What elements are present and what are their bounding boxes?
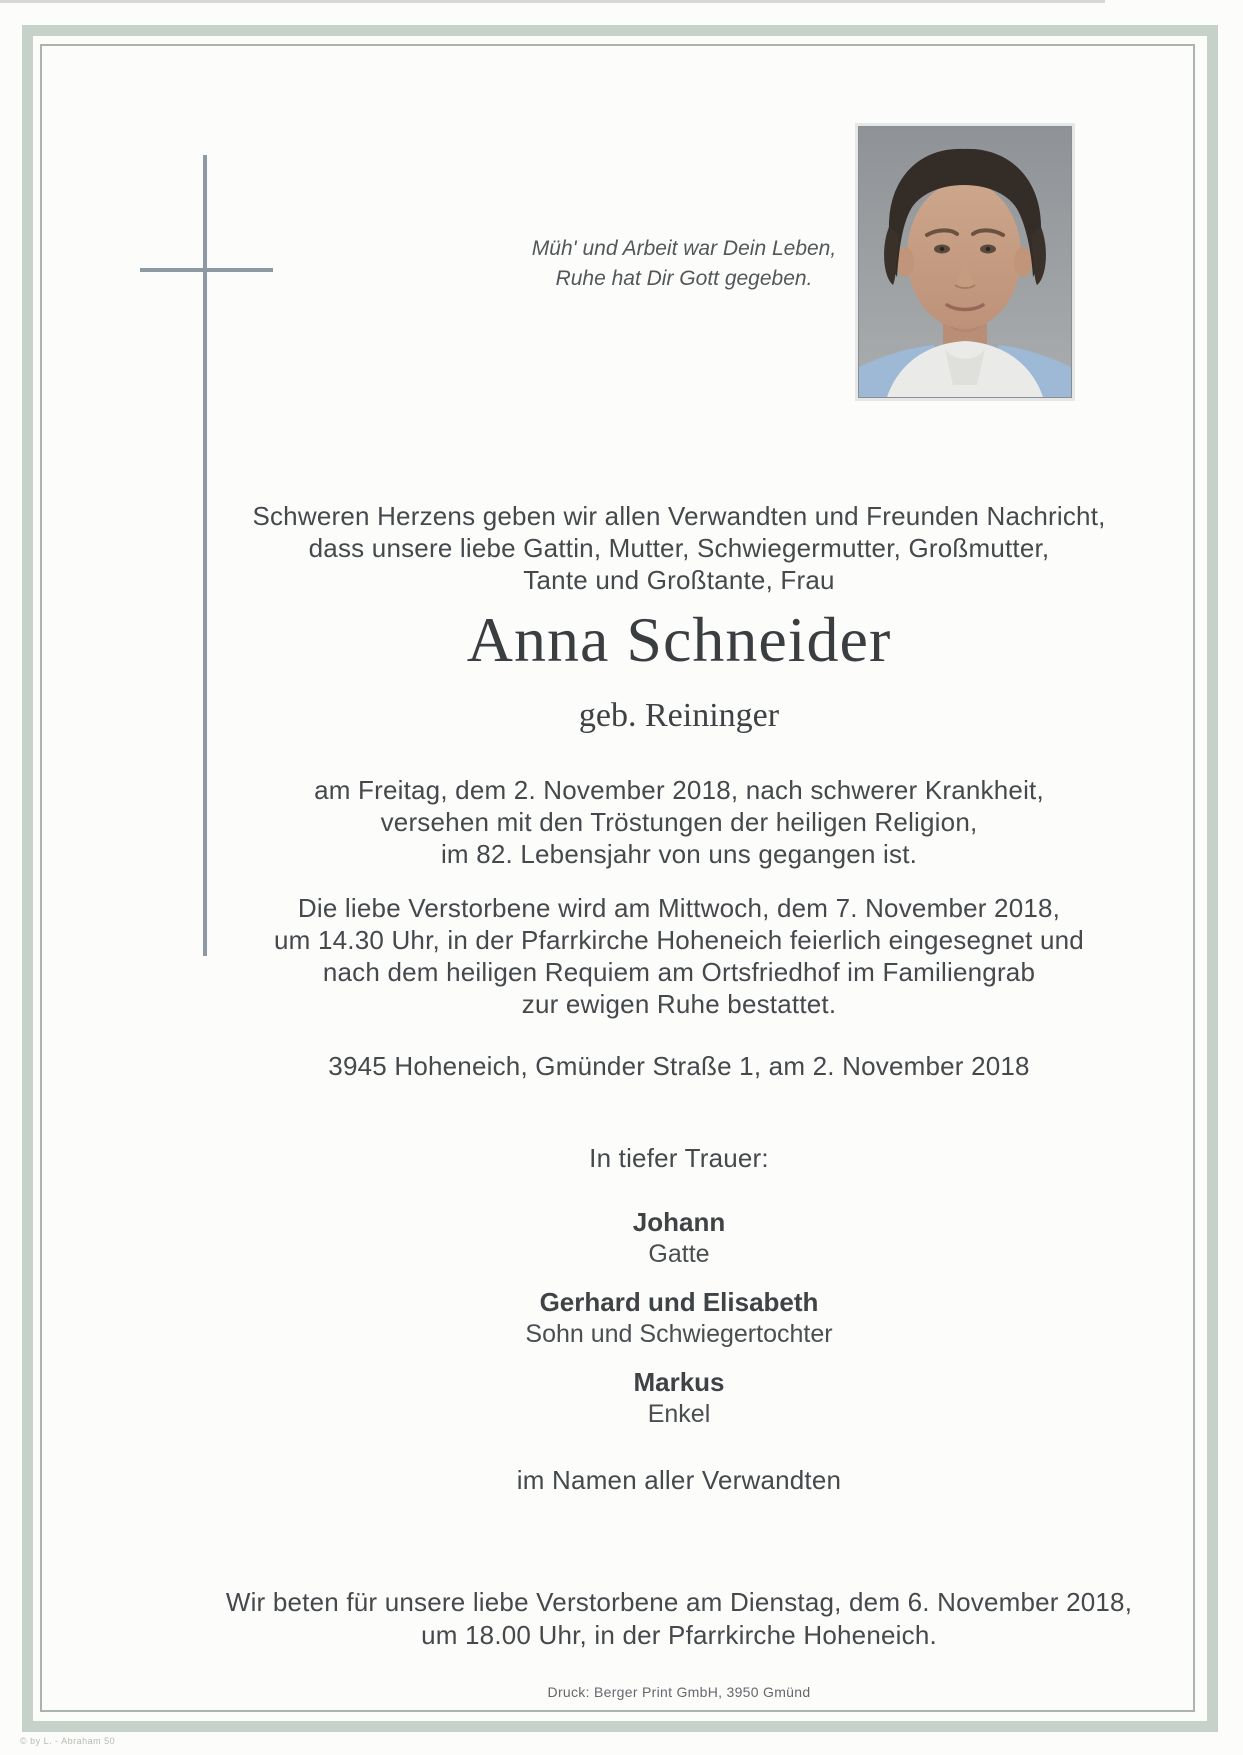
funeral-info-line: Die liebe Verstorbene wird am Mittwoch, dem 7. November 2018, [297, 893, 1061, 923]
announcement-line: dass unsere liebe Gattin, Mutter, Schwiegermutter, Großmutter, [308, 533, 1050, 563]
announcement-line: Schweren Herzens geben wir allen Verwandten und Freunden Nachricht, [252, 501, 1106, 531]
prayer-paragraph [168, 1586, 1190, 1652]
motto [434, 234, 934, 294]
funeral-info-line: zur ewigen Ruhe bestattet. [521, 989, 837, 1019]
card-design-copyright: © by L. - Abraham 50 [20, 1736, 116, 1746]
mourning-closing: im Namen aller Verwandten [516, 1465, 842, 1495]
mourning-header: In tiefer Trauer: [589, 1143, 769, 1173]
mourner-relation: Gatte [648, 1240, 710, 1268]
funeral-info-line: nach dem heiligen Requiem am Ortsfriedhof im Familiengrab [322, 957, 1036, 987]
deceased-name: Anna Schneider [466, 604, 892, 675]
prayer-line: um 18.00 Uhr, in der Pfarrkirche Hoheneich. [421, 1620, 937, 1650]
mourner-name: Johann [632, 1207, 726, 1237]
announcement-paragraph [168, 500, 1190, 596]
announcement-line: Tante und Großtante, Frau [523, 565, 835, 595]
print-credit: Druck: Berger Print GmbH, 3950 Gmünd [547, 1684, 811, 1700]
funeral-info-paragraph [168, 892, 1190, 1020]
scan-artifact-line [0, 0, 1105, 3]
mourner-entry [168, 1206, 1190, 1270]
mourner-relation: Sohn und Schwiegertochter [525, 1320, 833, 1348]
cross-icon-bar [140, 268, 273, 272]
mourner-entry [168, 1366, 1190, 1430]
deceased-birth-name: geb. Reininger [578, 697, 780, 734]
funeral-info-line: um 14.30 Uhr, in der Pfarrkirche Hoheneich feierlich eingesegnet und [274, 925, 1084, 955]
prayer-line: Wir beten für unsere liebe Verstorbene am Dienstag, dem 6. November 2018, [225, 1587, 1133, 1617]
death-info-paragraph [168, 774, 1190, 870]
motto-line: Müh' und Arbeit war Dein Leben, [531, 237, 837, 260]
death-info-line: versehen mit den Tröstungen der heiligen Religion, [380, 807, 978, 837]
motto-line: Ruhe hat Dir Gott gegeben. [555, 267, 813, 290]
death-info-line: im 82. Lebensjahr von uns gegangen ist. [440, 839, 918, 869]
address-date-line: 3945 Hoheneich, Gmünder Straße 1, am 2. November 2018 [328, 1051, 1030, 1081]
mourner-name: Gerhard und Elisabeth [539, 1287, 819, 1317]
mourner-relation: Enkel [647, 1400, 711, 1428]
death-info-line: am Freitag, dem 2. November 2018, nach schwerer Krankheit, [314, 775, 1044, 805]
mourner-name: Markus [633, 1367, 725, 1397]
mourner-entry [168, 1286, 1190, 1350]
